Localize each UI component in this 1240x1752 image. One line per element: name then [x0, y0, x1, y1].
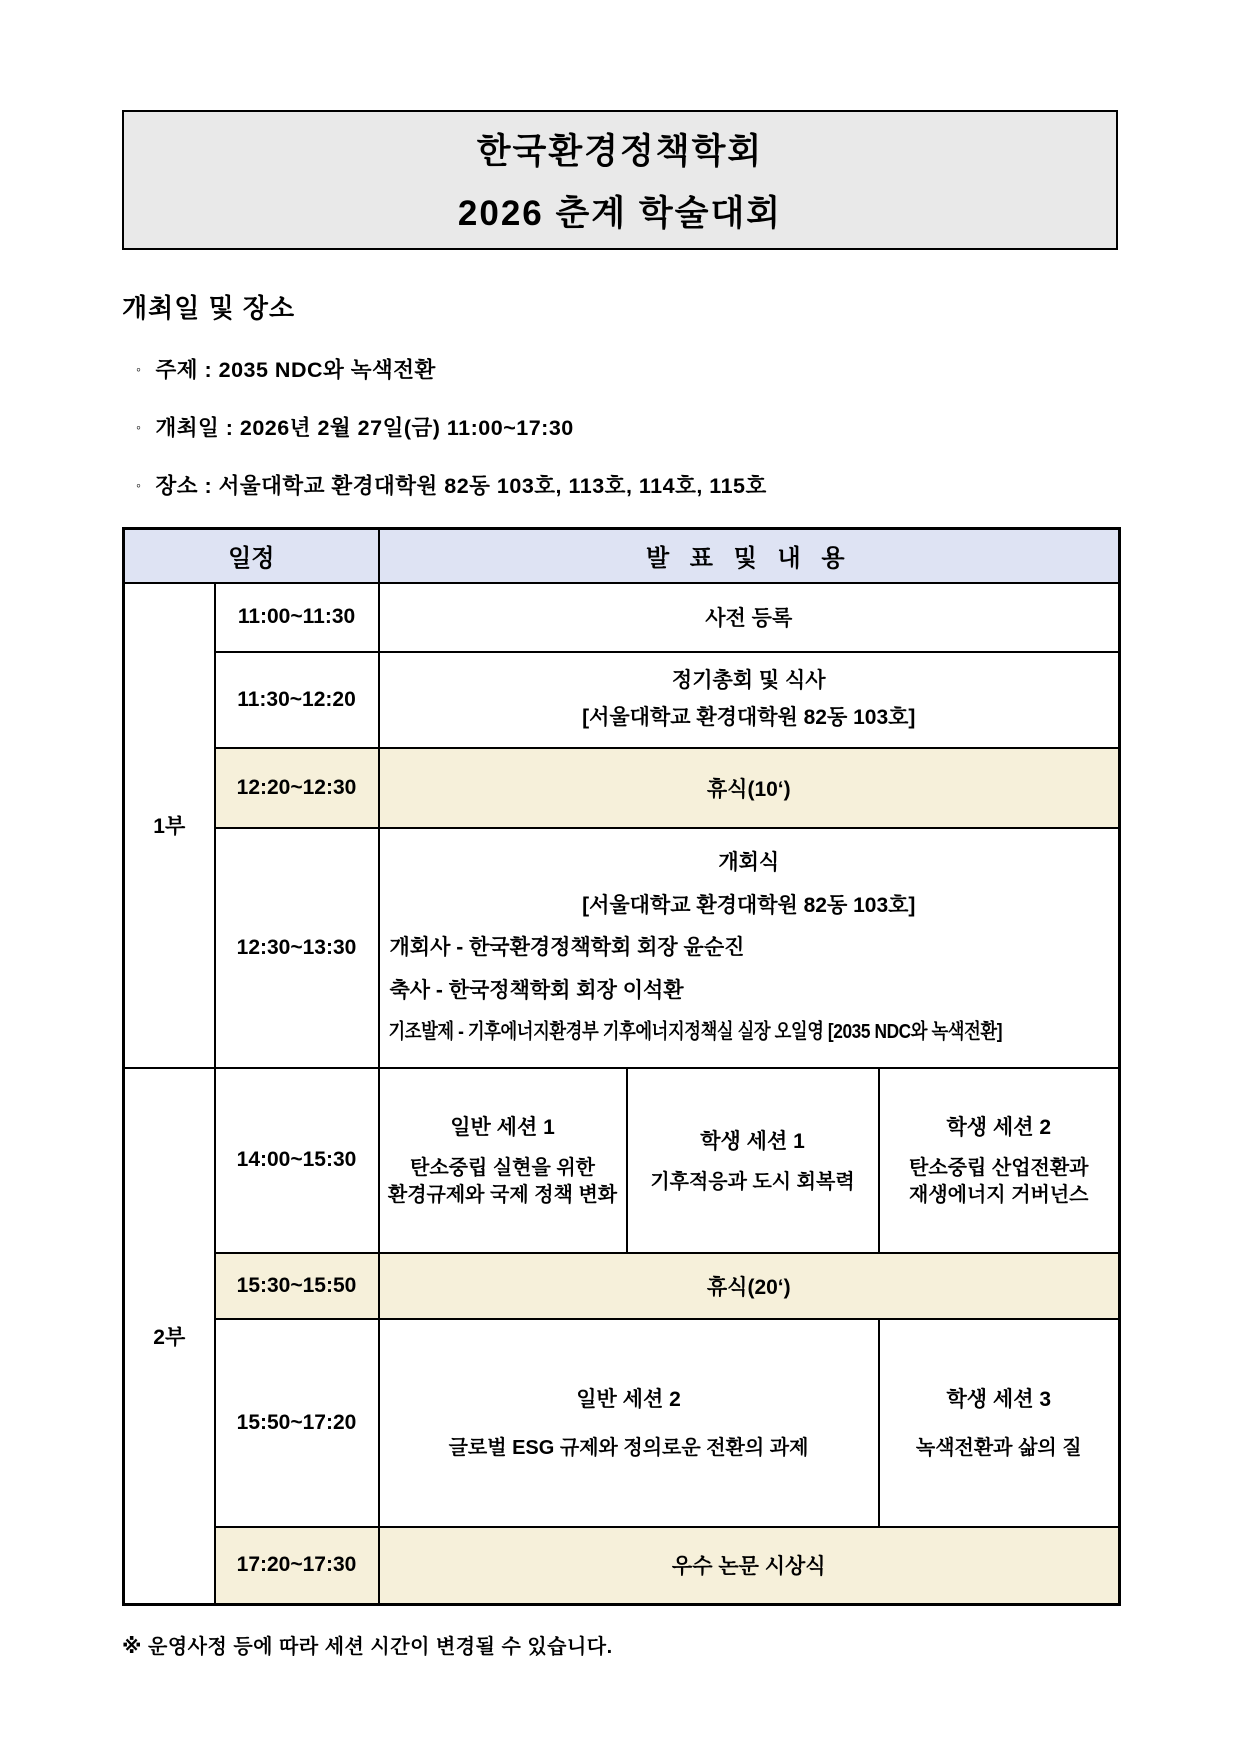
general-session1-desc-line2: 환경규제와 국제 정책 변화: [387, 1184, 618, 1206]
student-session3-desc: 녹색전환과 삶의 질: [915, 1437, 1082, 1459]
keynote-line: 기조발제 - 기후에너지환경부 기후에너지정책실 실장 오일영 [2035 NDC와 녹색전환]: [387, 1020, 1002, 1044]
awards-time: 17:20~17:30: [215, 1527, 379, 1605]
student-session2-desc-line2: 재생에너지 거버넌스: [909, 1184, 1089, 1206]
title-box: [122, 110, 1118, 250]
bullet-venue-text: 장소 : 서울대학교 환경대학원 82동 103호, 113호, 114호, 115호: [155, 474, 767, 498]
bullet-date: [136, 411, 1118, 442]
student-session3-title: 학생 세션 3: [946, 1388, 1051, 1411]
registration-content: 사전 등록: [379, 583, 1120, 652]
student-session1-title: 학생 세션 1: [700, 1129, 805, 1153]
general-session2-cell: [379, 1319, 879, 1527]
document-title-line2: 2026 춘계 학술대회: [457, 194, 783, 233]
part2-label: 2부: [124, 1068, 215, 1605]
header-content-col: 발 표 및 내 용: [379, 529, 1120, 583]
row-break2: [124, 1253, 1120, 1319]
general-session1-title: 일반 세션 1: [450, 1116, 555, 1139]
schedule-table: [122, 527, 1121, 1606]
general-session2-desc: 글로벌 ESG 규제와 정의로운 전환의 과제: [448, 1437, 809, 1459]
row-sessions-2: [124, 1319, 1120, 1527]
student-session2-desc: [884, 1155, 1115, 1209]
registration-time: 11:00~11:30: [215, 583, 379, 652]
student-session3-cell: [879, 1319, 1120, 1527]
row-general-meeting: [124, 652, 1120, 748]
break2-content: 휴식(20‘): [379, 1253, 1120, 1319]
part1-label: 1부: [124, 583, 215, 1068]
opening-location: [서울대학교 환경대학원 82동 103호]: [582, 893, 916, 917]
bullet-marker-icon: ◦: [136, 361, 142, 377]
opening-title: 개회식: [718, 850, 780, 874]
general-meeting-title: 정기총회 및 식사: [671, 669, 826, 693]
sessions2-time: 15:50~17:20: [215, 1319, 379, 1527]
opening-speech-line: 개회사 - 한국환경정책학회 회장 윤순진: [389, 936, 745, 960]
general-session2-title: 일반 세션 2: [576, 1388, 681, 1411]
bullet-list: [122, 353, 1118, 500]
row-break1: [124, 748, 1120, 828]
opening-content: [379, 828, 1120, 1068]
awards-content: 우수 논문 시상식: [379, 1527, 1120, 1605]
row-sessions-1: [124, 1068, 1120, 1253]
general-session1-desc: [384, 1155, 622, 1209]
general-meeting-location: [서울대학교 환경대학원 82동 103호]: [582, 706, 916, 730]
break2-time: 15:30~15:50: [215, 1253, 379, 1319]
row-awards: [124, 1527, 1120, 1605]
break1-time: 12:20~12:30: [215, 748, 379, 828]
bullet-marker-icon: ◦: [136, 419, 142, 435]
break1-content: 휴식(10‘): [379, 748, 1120, 828]
student-session1-cell: [627, 1068, 879, 1253]
general-session1-cell: [379, 1068, 627, 1253]
opening-time: 12:30~13:30: [215, 828, 379, 1068]
bullet-venue: [136, 469, 1118, 500]
bullet-topic: [136, 353, 1118, 384]
section-heading: 개최일 및 장소: [122, 293, 296, 323]
general-session1-desc-line1: 탄소중립 실현을 위한: [410, 1157, 595, 1179]
bullet-date-text: 개최일 : 2026년 2월 27일(금) 11:00~17:30: [155, 416, 574, 440]
footnote: ※ 운영사정 등에 따라 세션 시간이 변경될 수 있습니다.: [122, 1636, 613, 1658]
row-opening-ceremony: [124, 828, 1120, 1068]
document-page: [122, 0, 1118, 1659]
bullet-topic-text: 주제 : 2035 NDC와 녹색전환: [155, 358, 436, 382]
header-schedule-col: 일정: [124, 529, 379, 583]
student-session2-desc-line1: 탄소중립 산업전환과: [909, 1157, 1089, 1179]
sessions1-time: 14:00~15:30: [215, 1068, 379, 1253]
document-title-line1: 한국환경정책학회: [476, 132, 764, 171]
general-meeting-time: 11:30~12:20: [215, 652, 379, 748]
student-session2-title: 학생 세션 2: [946, 1116, 1051, 1139]
general-meeting-content: [379, 652, 1120, 748]
student-session2-cell: [879, 1068, 1120, 1253]
congratulatory-speech-line: 축사 - 한국정책학회 회장 이석환: [389, 978, 684, 1002]
bullet-marker-icon: ◦: [136, 477, 142, 493]
row-registration: [124, 583, 1120, 652]
student-session1-desc: 기후적응과 도시 회복력: [650, 1170, 855, 1193]
table-header-row: [124, 529, 1120, 583]
